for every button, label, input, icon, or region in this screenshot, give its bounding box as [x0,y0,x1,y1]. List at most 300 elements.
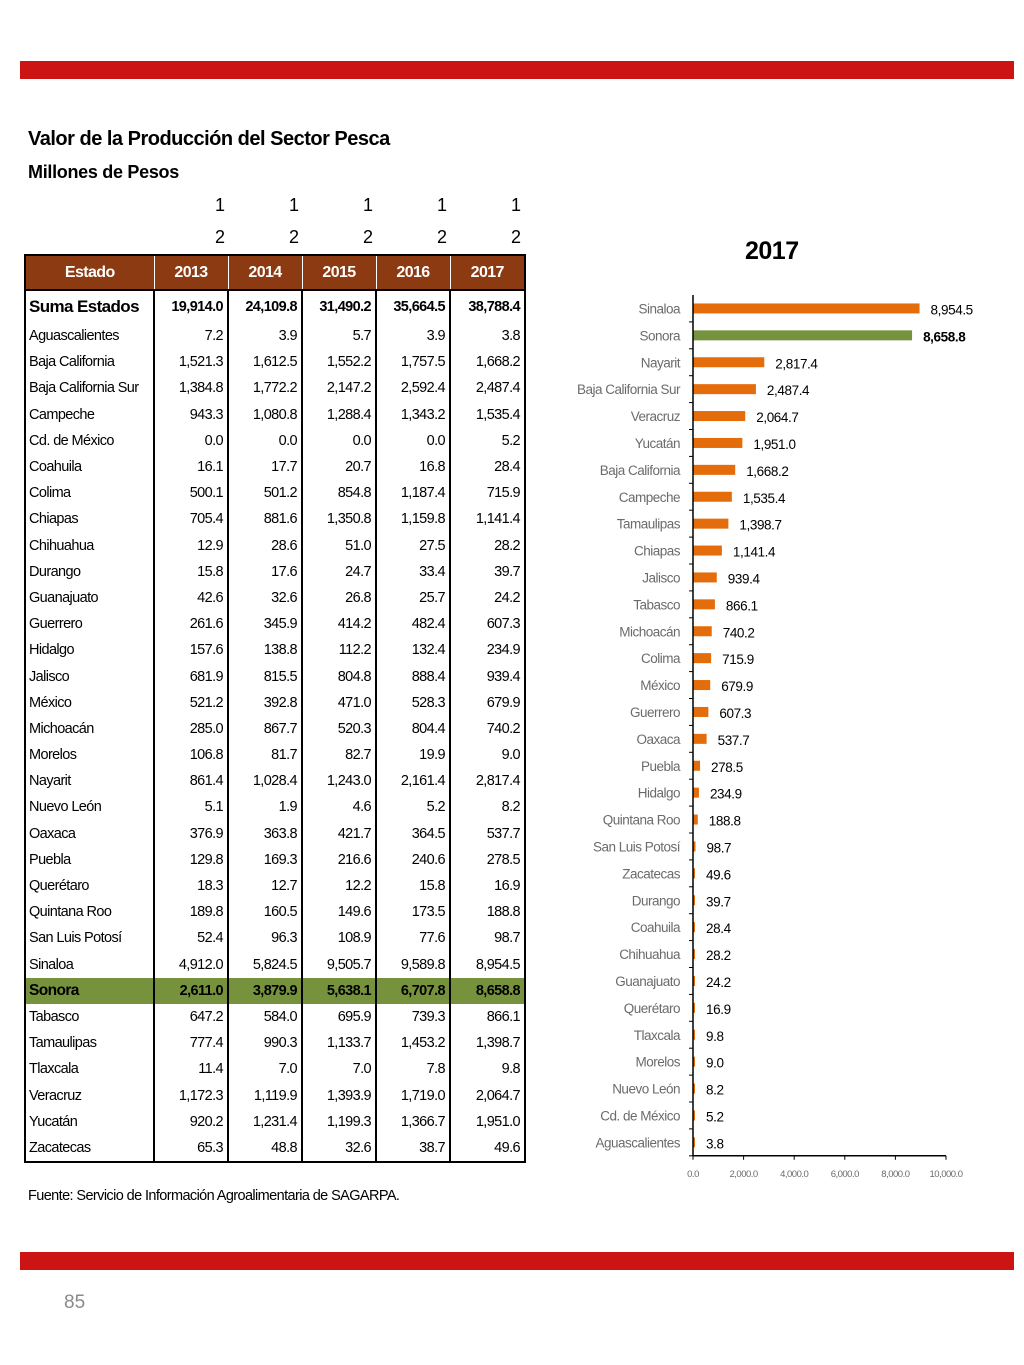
value-cell: 15.8 [154,559,228,585]
category-label: Campeche [618,489,680,505]
header-2017: 2017 [450,256,524,290]
state-name: Durango [26,559,154,585]
x-tick-label: 10,000.0 [929,1168,963,1180]
data-label: 1,668.2 [746,463,789,479]
value-cell: 363.8 [228,821,302,847]
value-cell: 18.3 [154,873,228,899]
value-cell: 28.6 [228,533,302,559]
value-cell: 98.7 [494,930,520,947]
value-cell: 3.8 [501,328,520,345]
total-cell: 19,914.0 [154,290,228,323]
value-cell: 364.5 [376,821,450,847]
value-cell: 96.3 [228,925,302,951]
value-cell: 1,187.4 [376,480,450,506]
value-cell: 9,505.7 [302,952,376,978]
chart-title: 2017 [745,237,799,265]
value-cell: 216.6 [302,847,376,873]
value-cell: 584.0 [228,1004,302,1030]
data-label: 234.9 [709,786,742,802]
value-cell: 157.6 [154,637,228,663]
bar [693,572,717,582]
value-cell: 132.4 [376,637,450,663]
value-cell: 2,064.7 [475,1087,520,1104]
value-cell: 234.9 [486,642,520,659]
category-label: Sonora [639,328,680,344]
value-cell: 32.6 [228,585,302,611]
category-label: Hidalgo [637,785,680,801]
bar [693,680,710,690]
table-row [26,1056,524,1082]
value-cell: 815.5 [228,663,302,689]
value-cell: 11.4 [154,1056,228,1082]
value-cell: 240.6 [376,847,450,873]
value-cell: 1,133.7 [302,1030,376,1056]
value-cell: 28.4 [494,459,520,476]
value-cell: 82.7 [302,742,376,768]
data-label: 5.2 [706,1109,724,1125]
data-label: 2,817.4 [775,356,818,372]
value-cell: 16.9 [494,878,520,895]
document-title: Valor de la Producción del Sector Pesca [28,128,390,150]
bottom-red-band [20,1252,1014,1270]
data-label: 8.2 [706,1082,724,1098]
data-label: 2,064.7 [756,410,799,426]
state-name: Jalisco [26,663,154,689]
state-name: Oaxaca [26,821,154,847]
value-cell: 2,592.4 [376,375,450,401]
table-header-row [26,256,524,290]
bar [693,788,699,798]
data-label: 939.4 [727,571,760,587]
state-name: San Luis Potosí [26,925,154,951]
value-cell: 9.0 [501,747,520,764]
category-label: Sinaloa [638,301,680,317]
value-cell: 804.4 [376,716,450,742]
value-cell: 4.6 [302,794,376,820]
value-cell: 1,552.2 [302,349,376,375]
value-cell: 1,080.8 [228,402,302,428]
value-cell: 20.7 [302,454,376,480]
bar [693,653,711,663]
data-label: 1,951.0 [753,436,796,452]
value-cell: 861.4 [154,768,228,794]
state-name: Colima [26,480,154,506]
table-row [26,742,524,768]
value-cell: 6,707.8 [376,978,450,1004]
value-cell: 108.9 [302,925,376,951]
stray-digit: 2 [436,227,447,247]
value-cell: 920.2 [154,1109,228,1135]
value-cell: 1,951.0 [475,1113,520,1130]
value-cell: 1,453.2 [376,1030,450,1056]
bar [693,465,735,475]
category-label: Aguascalientes [595,1135,680,1151]
state-name: Baja California Sur [26,375,154,401]
value-cell: 32.6 [302,1135,376,1161]
value-cell: 39.7 [494,563,520,580]
table-row [26,1135,524,1161]
state-name: Hidalgo [26,637,154,663]
state-name: Chiapas [26,506,154,532]
value-cell: 278.5 [486,851,520,868]
value-cell: 345.9 [228,611,302,637]
x-tick-label: 4,000.0 [780,1168,809,1180]
data-label: 679.9 [721,679,753,695]
stray-digit: 1 [510,195,521,215]
category-label: Morelos [635,1054,680,1070]
value-cell: 679.9 [486,694,520,711]
value-cell: 3,879.9 [228,978,302,1004]
state-name: Baja California [26,349,154,375]
value-cell: 26.8 [302,585,376,611]
table-row [26,611,524,637]
table-row [26,847,524,873]
category-label: Tamaulipas [616,516,680,532]
value-cell: 1,172.3 [154,1082,228,1108]
bar [693,411,745,421]
value-cell: 1,366.7 [376,1109,450,1135]
category-label: Puebla [640,758,680,774]
data-label: 866.1 [725,598,758,614]
table-row [26,1004,524,1030]
value-cell: 943.3 [154,402,228,428]
data-label: 28.2 [706,948,731,964]
header-2014: 2014 [228,256,302,290]
table-row [26,794,524,820]
bar-chart-2017 [560,290,990,1185]
data-label: 8,954.5 [930,302,973,318]
category-label: Guerrero [629,704,680,720]
table-row [26,716,524,742]
value-cell: 7.8 [376,1056,450,1082]
category-label: Michoacán [619,624,680,640]
value-cell: 17.6 [228,559,302,585]
value-cell: 520.3 [302,716,376,742]
document-subtitle: Millones de Pesos [28,162,179,182]
table-row [26,925,524,951]
value-cell: 1,772.2 [228,375,302,401]
header-2015: 2015 [302,256,376,290]
value-cell: 52.4 [154,925,228,951]
value-cell: 1,719.0 [376,1082,450,1108]
value-cell: 173.5 [376,899,450,925]
table-row [26,1082,524,1108]
production-table [24,254,526,1163]
value-cell: 261.6 [154,611,228,637]
value-cell: 9,589.8 [376,952,450,978]
value-cell: 9.8 [501,1061,520,1078]
table-row [26,402,524,428]
total-cell: 38,788.4 [450,290,524,323]
value-cell: 12.9 [154,533,228,559]
data-label: 1,141.4 [732,544,776,560]
data-label: 1,398.7 [739,517,782,533]
value-cell: 5.2 [501,432,520,449]
table-row [26,506,524,532]
header-estado: Estado [26,256,154,290]
value-cell: 881.6 [228,506,302,532]
bar [693,734,707,744]
value-cell: 500.1 [154,480,228,506]
value-cell: 8,954.5 [475,956,520,973]
data-label: 9.0 [706,1055,724,1071]
state-name: Sonora [26,978,154,1004]
category-label: Coahuila [630,920,680,936]
data-label: 607.3 [719,705,752,721]
value-cell: 19.9 [376,742,450,768]
value-cell: 804.8 [302,663,376,689]
value-cell: 33.4 [376,559,450,585]
state-name: Guanajuato [26,585,154,611]
value-cell: 2,611.0 [154,978,228,1004]
state-name: Morelos [26,742,154,768]
value-cell: 1,393.9 [302,1082,376,1108]
x-tick-label: 0.0 [687,1168,699,1180]
state-name: Tamaulipas [26,1030,154,1056]
data-label: 537.7 [717,732,750,748]
data-label: 24.2 [706,974,731,990]
value-cell: 5,638.1 [302,978,376,1004]
value-cell: 12.2 [302,873,376,899]
bar [693,492,732,502]
page-number: 85 [64,1292,86,1313]
table-row [26,873,524,899]
value-cell: 3.9 [228,323,302,349]
data-label: 740.2 [722,625,755,641]
value-cell: 705.4 [154,506,228,532]
category-label: Tabasco [633,597,680,613]
table-row [26,1030,524,1056]
state-name: Michoacán [26,716,154,742]
value-cell: 15.8 [376,873,450,899]
bar [693,357,764,367]
x-tick-label: 8,000.0 [881,1168,910,1180]
value-cell: 888.4 [376,663,450,689]
state-name: Zacatecas [26,1135,154,1161]
table-row [26,454,524,480]
stray-digit: 2 [288,227,299,247]
value-cell: 2,817.4 [475,773,520,790]
value-cell: 5.1 [154,794,228,820]
value-cell: 376.9 [154,821,228,847]
value-cell: 1.9 [228,794,302,820]
state-name: México [26,690,154,716]
table-row [26,1109,524,1135]
category-label: Nuevo León [612,1081,680,1097]
category-label: Chiapas [633,543,680,559]
value-cell: 24.2 [494,589,520,606]
category-label: Colima [640,651,680,667]
stray-digit: 2 [214,227,225,247]
data-label: 188.8 [708,813,741,829]
table-row [26,899,524,925]
state-name: Puebla [26,847,154,873]
value-cell: 5,824.5 [228,952,302,978]
value-cell: 2,147.2 [302,375,376,401]
value-cell: 5.7 [302,323,376,349]
table-row [26,349,524,375]
value-cell: 1,199.3 [302,1109,376,1135]
value-cell: 1,288.4 [302,402,376,428]
value-cell: 501.2 [228,480,302,506]
value-cell: 740.2 [486,720,520,737]
category-label: Chihuahua [619,947,680,963]
value-cell: 149.6 [302,899,376,925]
header-2013: 2013 [154,256,228,290]
value-cell: 528.3 [376,690,450,716]
value-cell: 715.9 [486,485,520,502]
state-name: Campeche [26,402,154,428]
value-cell: 17.7 [228,454,302,480]
state-name: Aguascalientes [26,323,154,349]
state-name: Sinaloa [26,952,154,978]
state-name: Nuevo León [26,794,154,820]
header-2016: 2016 [376,256,450,290]
bar [693,761,700,771]
total-label: Suma Estados [26,290,154,323]
state-name: Cd. de México [26,428,154,454]
value-cell: 7.0 [302,1056,376,1082]
total-cell: 31,490.2 [302,290,376,323]
value-cell: 16.8 [376,454,450,480]
table-row [26,663,524,689]
data-label: 715.9 [722,652,754,668]
table-row [26,323,524,349]
value-cell: 24.7 [302,559,376,585]
x-tick-label: 2,000.0 [729,1168,758,1180]
state-name: Chihuahua [26,533,154,559]
value-cell: 48.8 [228,1135,302,1161]
state-name: Nayarit [26,768,154,794]
value-cell: 81.7 [228,742,302,768]
value-cell: 1,535.4 [475,406,520,423]
value-cell: 25.7 [376,585,450,611]
data-label: 16.9 [706,1001,731,1017]
value-cell: 739.3 [376,1004,450,1030]
stray-digit: 2 [510,227,521,247]
value-cell: 112.2 [302,637,376,663]
table-row [26,978,524,1004]
value-cell: 414.2 [302,611,376,637]
value-cell: 51.0 [302,533,376,559]
category-label: Quintana Roo [602,812,680,828]
value-cell: 1,757.5 [376,349,450,375]
table-row [26,480,524,506]
state-name: Coahuila [26,454,154,480]
stray-digit: 1 [362,195,373,215]
value-cell: 169.3 [228,847,302,873]
value-cell: 1,521.3 [154,349,228,375]
table-row [26,768,524,794]
bar [693,330,912,340]
category-label: Querétaro [623,1000,680,1016]
data-label: 39.7 [706,894,731,910]
value-cell: 7.0 [228,1056,302,1082]
value-cell: 7.2 [154,323,228,349]
value-cell: 8,658.8 [450,978,524,1004]
value-cell: 421.7 [302,821,376,847]
table-row [26,559,524,585]
value-cell: 0.0 [376,428,450,454]
bar [693,519,728,529]
bar [693,707,708,717]
value-cell: 990.3 [228,1030,302,1056]
data-label: 9.8 [706,1028,724,1044]
value-cell: 681.9 [154,663,228,689]
value-cell: 777.4 [154,1030,228,1056]
value-cell: 3.9 [376,323,450,349]
category-label: Guanajuato [615,973,680,989]
category-label: Oaxaca [636,731,680,747]
table-row [26,375,524,401]
table-row [26,821,524,847]
category-label: Nayarit [640,355,680,371]
value-cell: 0.0 [228,428,302,454]
value-cell: 1,398.7 [475,1035,520,1052]
value-cell: 106.8 [154,742,228,768]
value-cell: 4,912.0 [154,952,228,978]
data-label: 3.8 [706,1136,724,1152]
table-row [26,637,524,663]
value-cell: 160.5 [228,899,302,925]
total-cell: 35,664.5 [376,290,450,323]
value-cell: 5.2 [376,794,450,820]
bar [693,626,712,636]
total-cell: 24,109.8 [228,290,302,323]
value-cell: 49.6 [494,1139,520,1156]
data-label: 98.7 [706,840,732,856]
table-row [26,428,524,454]
value-cell: 77.6 [376,925,450,951]
data-label: 8,658.8 [923,329,966,345]
category-label: Zacatecas [622,866,680,882]
state-name: Guerrero [26,611,154,637]
state-name: Querétaro [26,873,154,899]
value-cell: 2,161.4 [376,768,450,794]
value-cell: 138.8 [228,637,302,663]
value-cell: 392.8 [228,690,302,716]
value-cell: 129.8 [154,847,228,873]
data-label: 2,487.4 [766,383,810,399]
table-row [26,533,524,559]
source-note: Fuente: Servicio de Información Agroalimentaria de SAGARPA. [28,1188,400,1204]
table-row [26,585,524,611]
stray-digit: 2 [362,227,373,247]
state-name: Veracruz [26,1082,154,1108]
category-label: Cd. de México [600,1108,680,1124]
category-label: Baja California Sur [576,382,680,398]
value-cell: 607.3 [486,616,520,633]
value-cell: 521.2 [154,690,228,716]
value-cell: 854.8 [302,480,376,506]
value-cell: 695.9 [302,1004,376,1030]
value-cell: 188.8 [486,904,520,921]
category-label: Veracruz [630,409,680,425]
value-cell: 0.0 [154,428,228,454]
bar [693,303,920,313]
bar [693,599,715,609]
value-cell: 1,384.8 [154,375,228,401]
value-cell: 537.7 [486,825,520,842]
stray-digit: 1 [214,195,225,215]
value-cell: 42.6 [154,585,228,611]
stray-digit: 1 [288,195,299,215]
bar [693,438,742,448]
state-name: Yucatán [26,1109,154,1135]
value-cell: 16.1 [154,454,228,480]
data-label: 1,535.4 [742,490,786,506]
value-cell: 866.1 [486,1008,520,1025]
